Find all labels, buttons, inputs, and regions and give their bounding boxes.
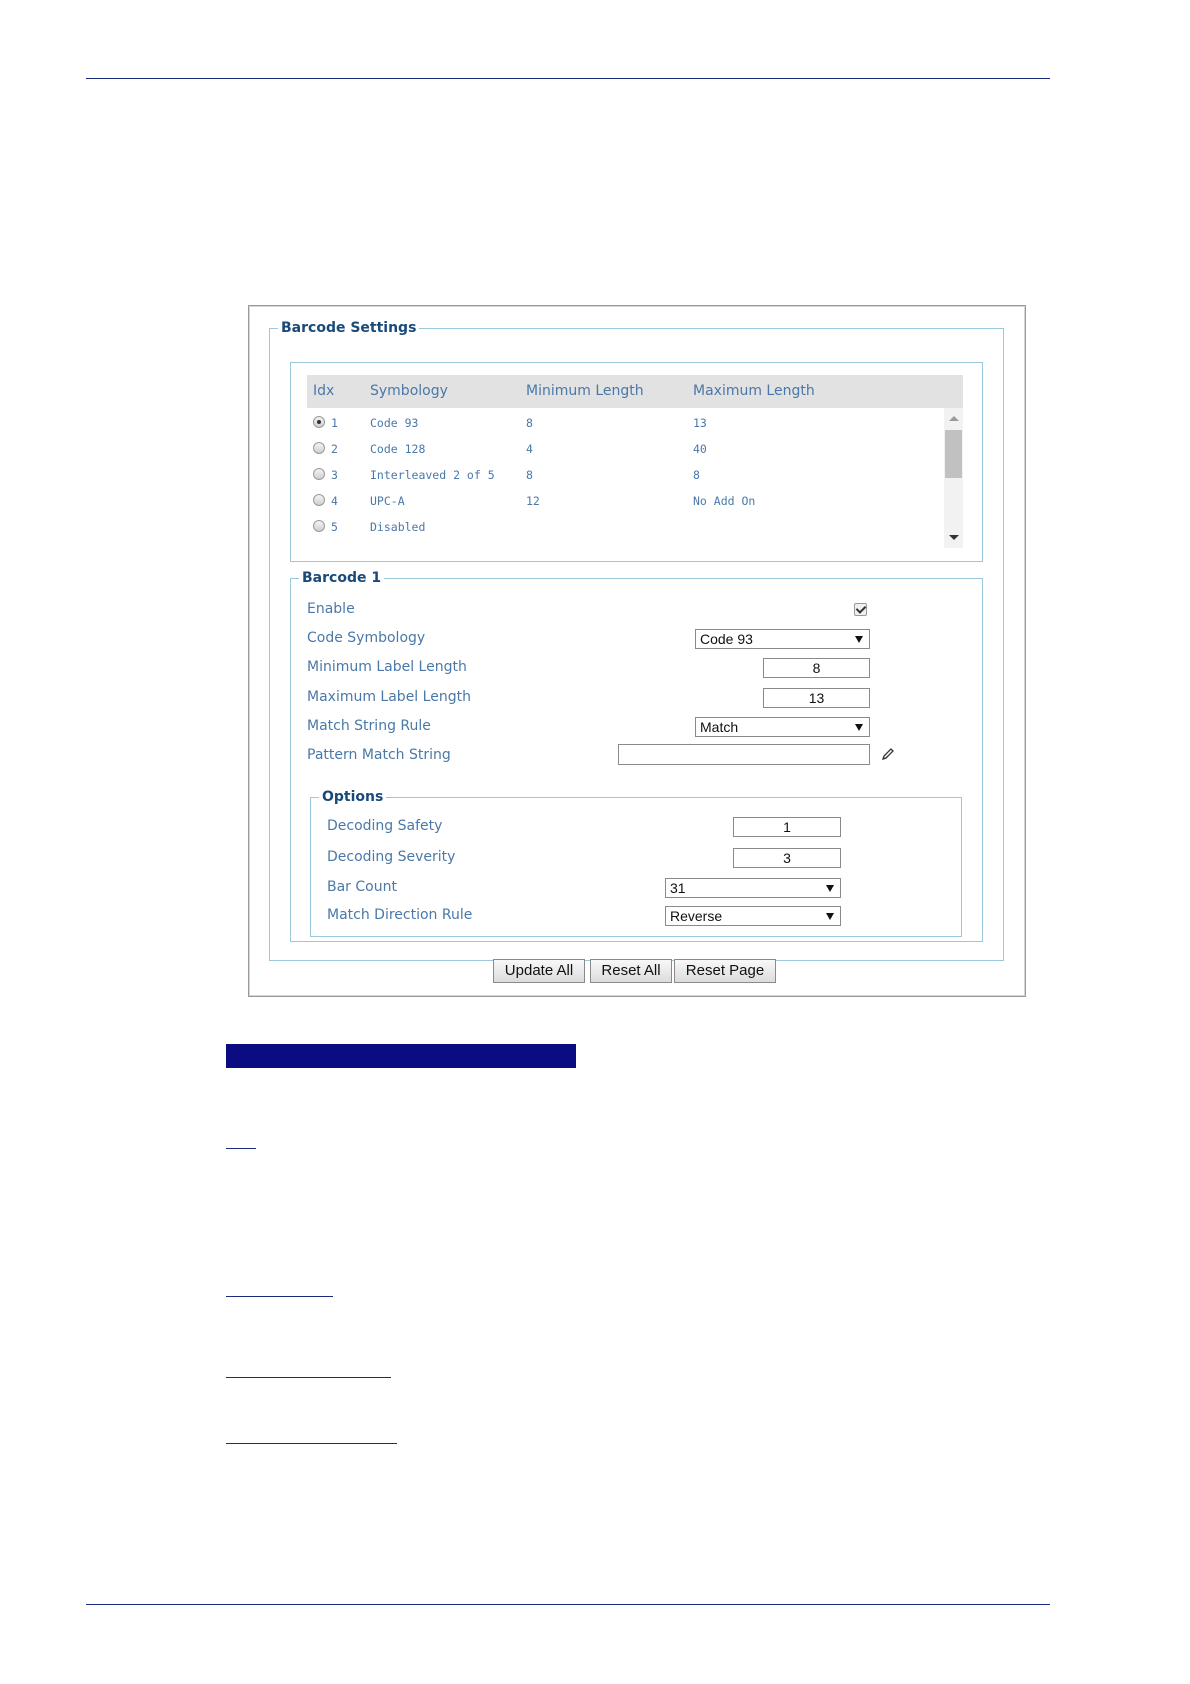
- row-select-radio[interactable]: [313, 468, 325, 480]
- row-select-radio[interactable]: [313, 520, 325, 532]
- row-symbology: Interleaved 2 of 5: [370, 468, 495, 482]
- scroll-down-arrow-icon[interactable]: [949, 535, 959, 540]
- row-select-radio[interactable]: [313, 494, 325, 506]
- header-rule: [86, 78, 1050, 79]
- row-max-length: 40: [693, 442, 707, 456]
- row-symbology: Disabled: [370, 520, 426, 534]
- barcode-settings-legend: Barcode Settings: [281, 320, 417, 336]
- row-max-length: No Add On: [693, 494, 756, 508]
- code-symbology-value: Code 93: [700, 631, 753, 647]
- enable-checkbox[interactable]: [854, 603, 867, 616]
- row-symbology: UPC-A: [370, 494, 405, 508]
- max-length-input[interactable]: 13: [763, 688, 870, 708]
- row-min-length: 4: [526, 442, 533, 456]
- row-idx: 5: [331, 520, 338, 534]
- table-row[interactable]: [307, 437, 943, 463]
- column-header-min-length: Minimum Length: [526, 383, 644, 399]
- bar-count-select[interactable]: [665, 878, 841, 898]
- footer-rule: [86, 1604, 1050, 1605]
- barcode-settings-group: [269, 320, 1004, 961]
- code-symbology-label: Code Symbology: [307, 630, 426, 646]
- table-row[interactable]: [307, 515, 943, 541]
- barcode-1-group: [290, 570, 983, 942]
- row-symbology: Code 128: [370, 442, 426, 456]
- pattern-input[interactable]: [618, 744, 870, 765]
- figure-caption-bar: [226, 1044, 576, 1068]
- max-length-row: [307, 686, 957, 710]
- match-direction-value: Reverse: [670, 908, 723, 924]
- row-max-length: 8: [693, 468, 700, 482]
- table-scrollbar[interactable]: [944, 408, 963, 548]
- row-idx: 3: [331, 468, 338, 482]
- symbology-table-frame: [290, 362, 983, 562]
- decoding-safety-row: [327, 815, 937, 839]
- row-min-length: 12: [526, 494, 540, 508]
- symbology-table: [307, 375, 963, 548]
- decoding-severity-row: [327, 846, 937, 870]
- bar-count-row: [327, 876, 937, 900]
- match-rule-select[interactable]: [695, 717, 870, 737]
- column-header-max-length: Maximum Length: [693, 383, 815, 399]
- underline-mark: [226, 1377, 391, 1378]
- min-length-input[interactable]: 8: [763, 658, 870, 678]
- options-legend: Options: [322, 789, 384, 805]
- pattern-label: Pattern Match String: [307, 747, 451, 763]
- dropdown-arrow-icon: [855, 636, 863, 643]
- scroll-up-arrow-icon[interactable]: [949, 416, 959, 421]
- decoding-severity-input[interactable]: 3: [733, 848, 841, 868]
- match-rule-row: [307, 715, 957, 739]
- code-symbology-row: [307, 627, 957, 651]
- table-row[interactable]: [307, 489, 943, 515]
- underline-mark: [226, 1148, 256, 1149]
- match-direction-row: [327, 904, 937, 928]
- match-direction-select[interactable]: [665, 906, 841, 926]
- reset-all-button[interactable]: Reset All: [590, 959, 672, 983]
- match-rule-label: Match String Rule: [307, 718, 431, 734]
- reset-page-button[interactable]: Reset Page: [674, 959, 776, 983]
- update-all-button[interactable]: Update All: [493, 959, 585, 983]
- barcode-1-legend: Barcode 1: [302, 570, 382, 586]
- row-idx: 2: [331, 442, 338, 456]
- dropdown-arrow-icon: [855, 724, 863, 731]
- column-header-idx: Idx: [313, 383, 335, 399]
- decoding-severity-label: Decoding Severity: [327, 849, 456, 865]
- dropdown-arrow-icon: [826, 885, 834, 892]
- enable-label: Enable: [307, 601, 355, 617]
- enable-row: [307, 598, 957, 622]
- row-max-length: 13: [693, 416, 707, 430]
- row-symbology: Code 93: [370, 416, 419, 430]
- match-direction-label: Match Direction Rule: [327, 907, 473, 923]
- max-length-label: Maximum Label Length: [307, 689, 471, 705]
- dropdown-arrow-icon: [826, 913, 834, 920]
- scrollbar-thumb[interactable]: [945, 430, 962, 478]
- edit-pencil-icon[interactable]: [881, 747, 895, 761]
- row-select-radio[interactable]: [313, 416, 325, 428]
- min-length-label: Minimum Label Length: [307, 659, 467, 675]
- table-row[interactable]: [307, 411, 943, 437]
- table-body: [307, 408, 963, 548]
- barcode-settings-screenshot: [248, 305, 1026, 997]
- decoding-safety-input[interactable]: 1: [733, 817, 841, 837]
- match-rule-value: Match: [700, 719, 739, 735]
- column-header-symbology: Symbology: [370, 383, 448, 399]
- underline-mark: [226, 1296, 333, 1297]
- bar-count-label: Bar Count: [327, 879, 397, 895]
- table-header: [307, 375, 963, 408]
- code-symbology-select[interactable]: [695, 629, 870, 649]
- row-idx: 1: [331, 416, 338, 430]
- min-length-row: [307, 656, 957, 680]
- underline-mark: [226, 1443, 397, 1444]
- row-min-length: 8: [526, 468, 533, 482]
- decoding-safety-label: Decoding Safety: [327, 818, 443, 834]
- bar-count-value: 31: [670, 880, 686, 896]
- row-select-radio[interactable]: [313, 442, 325, 454]
- row-min-length: 8: [526, 416, 533, 430]
- row-idx: 4: [331, 494, 338, 508]
- pattern-row: [307, 744, 957, 768]
- options-group: [310, 789, 962, 937]
- table-row[interactable]: [307, 463, 943, 489]
